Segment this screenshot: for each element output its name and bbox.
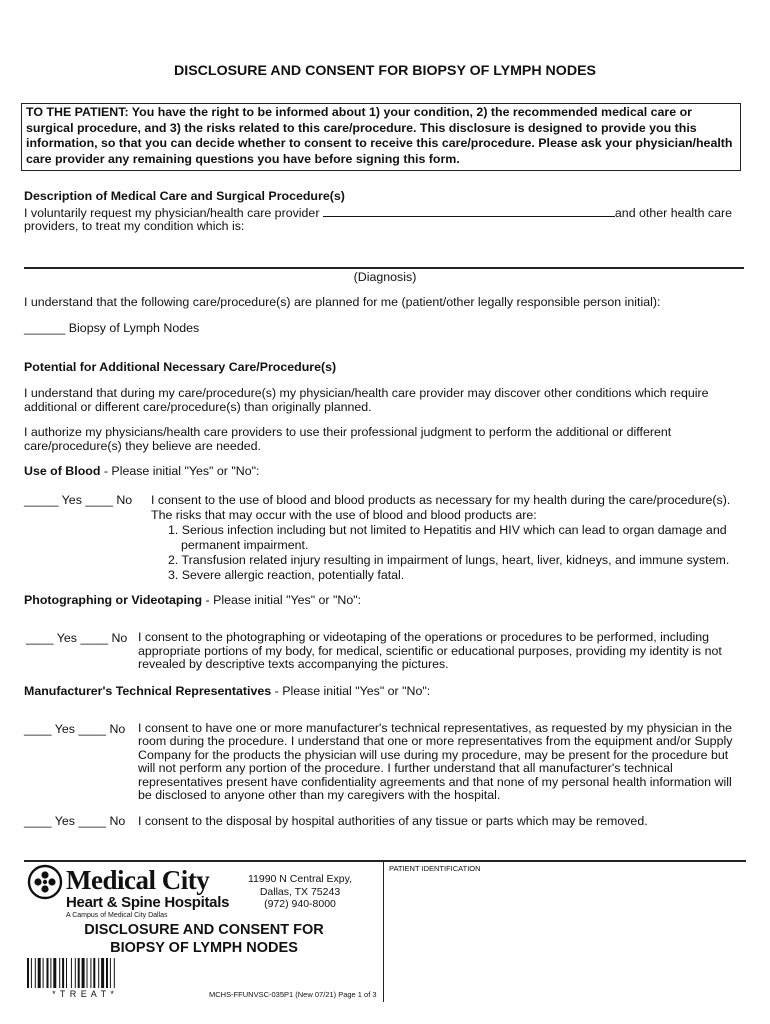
photo-heading: Photographing or Videotaping: [24, 593, 203, 607]
additional-para-2: I authorize my physicians/health care providers to use their professional judgment to perform the additional or different care/procedure(s) they believe are needed.: [24, 425, 672, 453]
campus-text: A Campus of Medical City Dallas: [66, 912, 168, 919]
provider-line: [24, 204, 744, 220]
barcode-text: * T R E A T *: [52, 989, 115, 999]
blood-initials[interactable]: _____ Yes ____ No: [24, 493, 133, 507]
blood-risk-2: 2. Transfusion related injury resulting in impairment of lungs, heart, liver, kidneys, and immune system.: [168, 553, 730, 567]
phone-number: (972) 940-8000: [264, 898, 336, 910]
blood-heading-line: [24, 464, 259, 478]
logo-subtitle: Heart & Spine Hospitals: [66, 894, 230, 911]
manufacturer-initials[interactable]: ____ Yes ____ No: [24, 722, 126, 736]
address-line-2: Dallas, TX 75243: [259, 885, 341, 898]
diagnosis-label: (Diagnosis): [353, 270, 417, 284]
blood-instruction: - Please initial "Yes" or "No":: [100, 464, 260, 478]
additional-heading: Potential for Additional Necessary Care/Procedure(s): [24, 360, 337, 374]
additional-para-1: I understand that during my care/procedure(s) my physician/health care provider may discover other conditions which require additional or different care/procedure(s) than originally planned.: [24, 386, 709, 414]
condition-text: providers, to treat my condition which is:: [24, 219, 245, 233]
medical-city-logo-icon: [27, 864, 63, 900]
manufacturer-heading-line: [24, 684, 430, 698]
photo-consent: I consent to the photographing or videotaping of the operations or procedures to be performed, including appropriate portions of my body, for medical, scientific or educational purposes, providing my identity is not revealed by descriptive texts accompanying the pictures.: [138, 630, 722, 671]
manufacturer-heading: Manufacturer's Technical Representatives: [24, 684, 272, 698]
patient-notice: TO THE PATIENT: You have the right to be informed about 1) your condition, 2) the recommended medical care or surgical procedure, and 3) the risks related to this care/procedure. This disclosure is designed to provide you this information, so that you can decide whether to consent to receive this care/procedure. Please ask your physician/health care provider any remaining questions you have before signing this form.: [21, 103, 741, 171]
patient-id-label: PATIENT IDENTIFICATION: [389, 864, 481, 873]
planned-text: I understand that the following care/procedure(s) are planned for me (patient/other legally responsible person initial):: [24, 295, 661, 309]
footer-title-line-1: DISCLOSURE AND CONSENT FOR: [84, 922, 324, 938]
provider-text: I voluntarily request my physician/health care provider: [24, 206, 320, 220]
manufacturer-consent: I consent to have one or more manufacturer's technical representatives, as requested by my physician in the room during the procedure. I understand that one or more representatives from the equipment and/or Supply Company for the products the physician will use during my procedure, may be present for the procedure but will not perform any portion of the procedure. I further understand that all manufacturer's technical representatives present have confidentiality agreements and that none of my personal health information will be disclosed to anyone other than my caregivers with the hospital.: [138, 721, 733, 803]
blood-risks-intro: The risks that may occur with the use of blood and blood products are:: [151, 508, 537, 522]
photo-heading-line: [24, 593, 361, 607]
manufacturer-instruction: - Please initial "Yes" or "No":: [271, 684, 431, 698]
footer-rule: [24, 860, 746, 862]
photo-initials[interactable]: ____ Yes ____ No: [26, 631, 128, 645]
address-line-1: 11990 N Central Expy,: [247, 873, 353, 885]
footer-title-line-2: BIOPSY OF LYMPH NODES: [110, 940, 298, 956]
disposal-consent: I consent to the disposal by hospital authorities of any tissue or parts which may be removed.: [138, 814, 648, 828]
blood-risk-1-cont: permanent impairment.: [181, 538, 309, 552]
provider-text-end: and other health care: [614, 206, 733, 220]
blood-consent-block: [151, 493, 751, 583]
barcode-icon: [27, 958, 140, 990]
hospital-address: [230, 873, 370, 911]
form-code: MCHS-FFUNVSC-035P1 (New 07/21) Page 1 of 3: [209, 990, 377, 999]
diagnosis-field[interactable]: [24, 267, 744, 269]
blood-consent: I consent to the use of blood and blood products as necessary for my health during the care/procedure(s).: [151, 493, 731, 507]
blood-risk-1: 1. Serious infection including but not limited to Hepatitis and HIV which can lead to organ damage and: [168, 523, 727, 537]
footer-form-title: [24, 921, 384, 957]
blood-risk-3: 3. Severe allergic reaction, potentially fatal.: [168, 568, 405, 582]
logo-name: Medical City: [66, 865, 210, 895]
description-heading: Description of Medical Care and Surgical Procedure(s): [24, 189, 345, 203]
disposal-initials[interactable]: ____ Yes ____ No: [24, 814, 126, 828]
provider-name-field[interactable]: [323, 204, 615, 217]
procedure-initial-line[interactable]: ______ Biopsy of Lymph Nodes: [24, 321, 200, 335]
photo-instruction: - Please initial "Yes" or "No":: [202, 593, 362, 607]
page-title: DISCLOSURE AND CONSENT FOR BIOPSY OF LYMPH NODES: [174, 63, 596, 79]
blood-heading: Use of Blood: [24, 464, 101, 478]
